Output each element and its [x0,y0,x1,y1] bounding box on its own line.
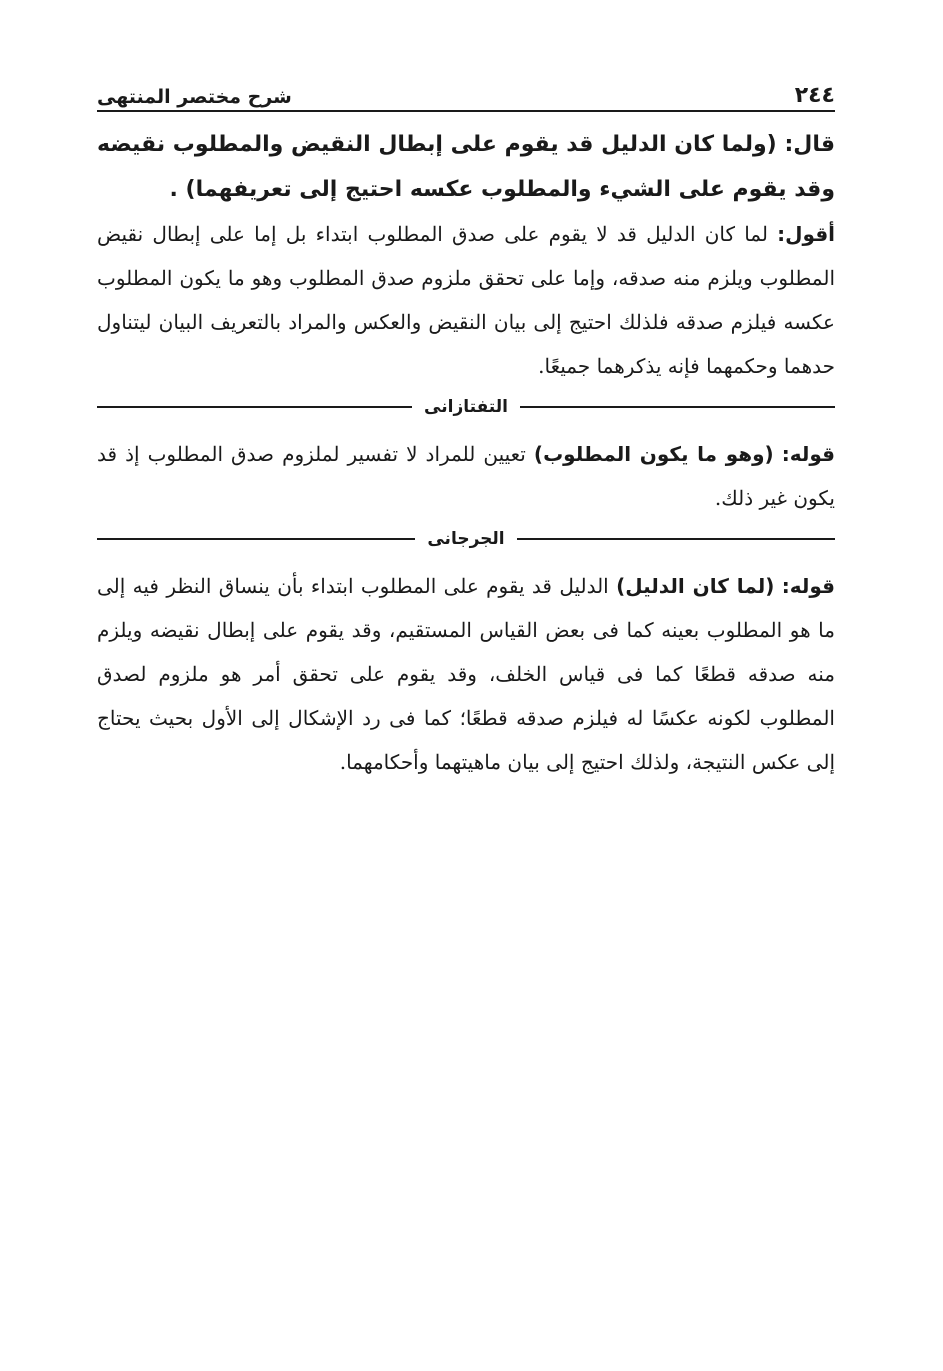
matn-paragraph [97,122,835,212]
divider-rule [520,406,835,408]
sharh-lead: أقول: [777,222,836,246]
matn-text: (ولما كان الدليل قد يقوم على إبطال النقيض والمطلوب نقيضه وقد يقوم على الشيء والمطلوب عكسه احتيج إلى تعريفهما) . [97,132,835,202]
jurjani-section-title: الجرجانى [427,529,505,549]
taftazani-text: تعيين للمراد لا تفسير لملزوم صدق المطلوب إذ قد يكون غير ذلك. [97,442,835,510]
matn-lead: قال: [784,132,835,157]
jurjani-paragraph [97,564,835,784]
taftazani-lead: قوله: [781,442,836,466]
jurjani-lead: قوله: [781,574,836,598]
page-content [97,122,835,784]
page-number: ٢٤٤ [794,83,835,108]
sharh-paragraph [97,212,835,388]
jurjani-text: الدليل قد يقوم على المطلوب ابتداء بأن ينساق النظر فيه إلى ما هو المطلوب بعينه كما فى بعض القياس المستقيم، وقد يقوم على إبطال نقيضه ويلزم منه صدقه قطعًا كما فى قياس الخلف، وقد يقوم على تحقق أمر هو ملزوم لصدق المطلوب لكونه عكسًا له فيلزم صدقه قطعًا؛ كما فى رد الإشكال إلى الأول بحيث يحتاج إلى عكس النتيجة، ولذلك احتيج إلى بيان ماهيتهما وأحكامهما. [97,574,835,774]
divider-rule [97,538,415,540]
sharh-text: لما كان الدليل قد لا يقوم على صدق المطلوب ابتداء بل إما على إبطال نقيض المطلوب ويلزم منه صدقه، وإما على تحقق ملزوم صدق المطلوب وهو ما يكون المطلوب عكسه فيلزم صدقه فلذلك احتيج إلى بيان النقيض والعكس والمراد بالتعريف البيان ليتناول حدهما وحكمهما فإنه يذكرهما جميعًا. [97,222,835,378]
jurjani-quote: (لما كان الدليل) [616,574,775,598]
taftazani-divider [97,392,835,422]
taftazani-paragraph [97,432,835,520]
jurjani-divider [97,524,835,554]
taftazani-section-title: التفتازانى [424,397,508,417]
divider-rule [97,406,412,408]
running-title: شرح مختصر المنتهى [97,86,292,108]
taftazani-quote: (وهو ما يكون المطلوب) [533,442,774,466]
page-header [97,78,835,112]
divider-rule [517,538,835,540]
